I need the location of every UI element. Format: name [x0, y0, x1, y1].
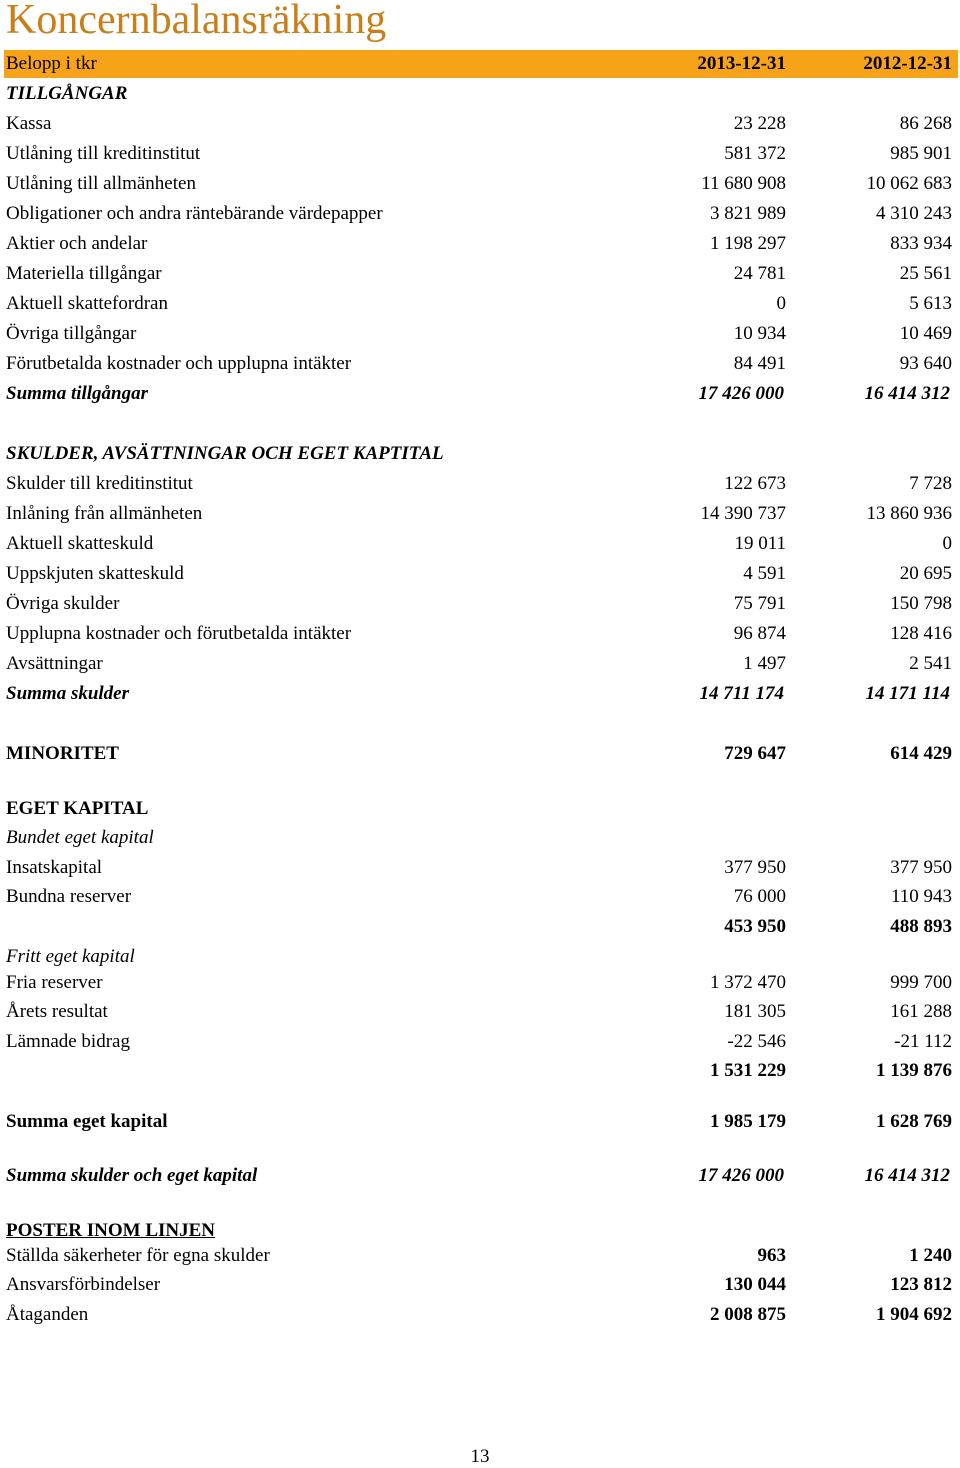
row-label: Summa eget kapital — [6, 1111, 168, 1132]
value-2012: 7 728 — [909, 473, 952, 494]
row-label: Utlåning till allmänheten — [6, 173, 196, 194]
table-row — [0, 855, 960, 881]
section-heading: SKULDER, AVSÄTTNINGAR OCH EGET KAPTITAL — [6, 443, 444, 464]
row-label: Kassa — [6, 113, 52, 134]
value-2013: 1 985 179 — [710, 1111, 786, 1132]
row-label: Åtaganden — [6, 1304, 89, 1325]
table-row — [0, 1243, 960, 1269]
value-2012: 4 310 243 — [876, 203, 952, 224]
section-heading: TILLGÅNGAR — [6, 83, 128, 104]
value-2013: 4 591 — [743, 563, 786, 584]
value-2013: 377 950 — [724, 857, 786, 878]
table-row — [0, 231, 960, 257]
value-2012: 5 613 — [909, 293, 952, 314]
grand-total-row — [0, 1163, 960, 1189]
total-row — [0, 1109, 960, 1135]
row-label: Materiella tillgångar — [6, 263, 162, 284]
subtotal-row — [0, 914, 960, 940]
row-label: Fria reserver — [6, 972, 103, 993]
value-2012: -21 112 — [894, 1031, 952, 1052]
subtotal-row — [0, 381, 960, 407]
value-2013: 14 390 737 — [700, 503, 786, 524]
value-2013: 2 008 875 — [710, 1304, 786, 1325]
value-2012: 86 268 — [899, 113, 952, 134]
table-row — [0, 471, 960, 497]
table-row — [0, 291, 960, 317]
section-heading-row — [0, 1218, 960, 1244]
value-2013: 0 — [776, 293, 786, 314]
table-row — [0, 651, 960, 677]
subsection-heading-row — [0, 825, 960, 851]
table-row — [0, 141, 960, 167]
value-2012: 128 416 — [890, 623, 952, 644]
table-row — [0, 884, 960, 910]
value-2012: 999 700 — [890, 972, 952, 993]
table-row — [0, 999, 960, 1025]
value-2012: 614 429 — [890, 743, 952, 764]
row-label: Utlåning till kreditinstitut — [6, 143, 201, 164]
row-label: Inlåning från allmänheten — [6, 503, 203, 524]
value-2013: 1 497 — [743, 653, 786, 674]
page-title: Koncernbalansräkning — [6, 0, 387, 43]
table-row — [0, 970, 960, 996]
value-2013: 14 711 174 — [699, 683, 784, 704]
row-label: Aktuell skattefordran — [6, 293, 168, 314]
value-2012: 1 628 769 — [876, 1111, 952, 1132]
value-2012: 14 171 114 — [865, 683, 950, 704]
value-2012: 0 — [942, 533, 952, 554]
value-2012: 985 901 — [890, 143, 952, 164]
row-label: Skulder till kreditinstitut — [6, 473, 193, 494]
value-2013: 24 781 — [733, 263, 786, 284]
header-label: Belopp i tkr — [6, 53, 97, 74]
row-label: Summa skulder — [6, 683, 130, 704]
value-2012: 10 469 — [899, 323, 952, 344]
value-2012: 110 943 — [890, 886, 952, 907]
value-2012: 16 414 312 — [864, 1165, 950, 1186]
value-2013: -22 546 — [727, 1031, 786, 1052]
total-row — [0, 741, 960, 767]
value-2013: 76 000 — [733, 886, 786, 907]
row-label: Avsättningar — [6, 653, 103, 674]
table-header-row — [0, 51, 960, 77]
row-label: Övriga skulder — [6, 593, 120, 614]
row-label: Upplupna kostnader och förutbetalda intäkter — [6, 623, 352, 644]
value-2012: 1 240 — [909, 1245, 952, 1266]
value-2013: 23 228 — [733, 113, 786, 134]
subtotal-row — [0, 681, 960, 707]
table-row — [0, 351, 960, 377]
value-2013: 963 — [757, 1245, 786, 1266]
value-2013: 19 011 — [734, 533, 786, 554]
subtotal-row — [0, 1058, 960, 1084]
row-label: Bundna reserver — [6, 886, 132, 907]
row-label: Aktuell skatteskuld — [6, 533, 154, 554]
value-2013: 84 491 — [733, 353, 786, 374]
subsection-heading-row — [0, 944, 960, 970]
value-2012: 488 893 — [890, 916, 952, 937]
value-2013: 181 305 — [724, 1001, 786, 1022]
value-2012: 1 904 692 — [876, 1304, 952, 1325]
row-label: Övriga tillgångar — [6, 323, 137, 344]
table-row — [0, 261, 960, 287]
section-heading-row — [0, 441, 960, 467]
table-row — [0, 621, 960, 647]
value-2012: 13 860 936 — [866, 503, 952, 524]
row-label: Årets resultat — [6, 1001, 108, 1022]
value-2013: 130 044 — [724, 1274, 786, 1295]
table-row — [0, 531, 960, 557]
row-label: Obligationer och andra räntebärande värdepapper — [6, 203, 383, 224]
row-label: Aktier och andelar — [6, 233, 148, 254]
value-2012: 161 288 — [890, 1001, 952, 1022]
table-row — [0, 201, 960, 227]
value-2013: 729 647 — [724, 743, 786, 764]
row-label: MINORITET — [6, 743, 119, 764]
value-2013: 1 372 470 — [710, 972, 786, 993]
row-label: Summa skulder och eget kapital — [6, 1165, 258, 1186]
value-2013: 453 950 — [724, 916, 786, 937]
table-row — [0, 1272, 960, 1298]
table-row — [0, 111, 960, 137]
page-number: 13 — [470, 1446, 490, 1467]
value-2012: 2 541 — [909, 653, 952, 674]
value-2013: 17 426 000 — [698, 383, 784, 404]
value-2013: 1 198 297 — [710, 233, 786, 254]
value-2012: 377 950 — [890, 857, 952, 878]
value-2012: 10 062 683 — [866, 173, 952, 194]
value-2013: 96 874 — [733, 623, 786, 644]
section-heading-row — [0, 81, 960, 107]
subsection-heading: Fritt eget kapital — [6, 946, 135, 967]
header-col-2012: 2012-12-31 — [863, 53, 952, 74]
value-2013: 10 934 — [733, 323, 786, 344]
table-row — [0, 321, 960, 347]
table-row — [0, 1302, 960, 1328]
value-2013: 11 680 908 — [701, 173, 786, 194]
table-row — [0, 171, 960, 197]
value-2013: 17 426 000 — [698, 1165, 784, 1186]
value-2013: 75 791 — [733, 593, 786, 614]
row-label: Förutbetalda kostnader och upplupna intäkter — [6, 353, 352, 374]
row-label: Summa tillgångar — [6, 383, 149, 404]
value-2012: 150 798 — [890, 593, 952, 614]
row-label: Uppskjuten skatteskuld — [6, 563, 184, 584]
value-2012: 16 414 312 — [864, 383, 950, 404]
header-col-2013: 2013-12-31 — [697, 53, 786, 74]
section-heading-row — [0, 796, 960, 822]
subsection-heading: Bundet eget kapital — [6, 827, 154, 848]
section-heading: POSTER INOM LINJEN — [6, 1220, 216, 1241]
value-2013: 3 821 989 — [710, 203, 786, 224]
value-2012: 25 561 — [899, 263, 952, 284]
value-2012: 123 812 — [890, 1274, 952, 1295]
section-heading: EGET KAPITAL — [6, 798, 149, 819]
value-2012: 93 640 — [899, 353, 952, 374]
table-row — [0, 1029, 960, 1055]
value-2013: 122 673 — [724, 473, 786, 494]
table-row — [0, 591, 960, 617]
value-2012: 833 934 — [890, 233, 952, 254]
row-label: Ställda säkerheter för egna skulder — [6, 1245, 270, 1266]
value-2012: 20 695 — [899, 563, 952, 584]
row-label: Ansvarsförbindelser — [6, 1274, 161, 1295]
row-label: Insatskapital — [6, 857, 103, 878]
row-label: Lämnade bidrag — [6, 1031, 130, 1052]
table-row — [0, 561, 960, 587]
table-row — [0, 501, 960, 527]
value-2013: 1 531 229 — [710, 1060, 786, 1081]
value-2013: 581 372 — [724, 143, 786, 164]
value-2012: 1 139 876 — [876, 1060, 952, 1081]
